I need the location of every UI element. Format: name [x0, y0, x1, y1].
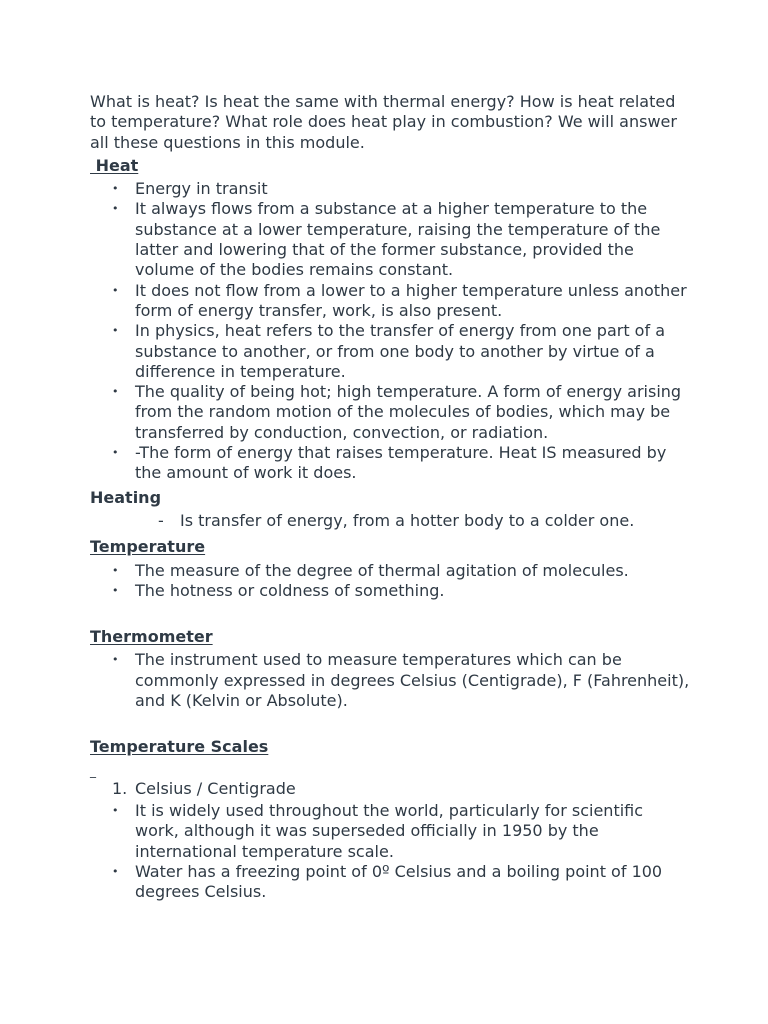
- scales-list: [90, 801, 690, 902]
- list-item: • The measure of the degree of thermal agitation of molecules.: [135, 561, 690, 581]
- list-item: • The quality of being hot; high temperature. A form of energy arising from the random motion of the molecules of bodies, which may be transferred by conduction, convection, or radiation.: [135, 382, 690, 443]
- temperature-list: [90, 561, 690, 602]
- scales-numbered-list: [90, 779, 690, 799]
- heading-temperature-scales-text: Temperature Scales: [90, 737, 269, 757]
- heading-thermometer: [90, 624, 690, 647]
- list-item: • The instrument used to measure temperatures which can be commonly expressed in degrees Celsius (Centigrade), F (Fahrenheit), and K (Kelvin or Absolute).: [135, 650, 690, 711]
- list-item: • Energy in transit: [135, 179, 690, 199]
- heading-thermometer-text: Thermometer: [90, 627, 213, 647]
- list-item: • It is widely used throughout the world, particularly for scientific work, although it was superseded officially in 1950 by the international temperature scale.: [135, 801, 690, 862]
- heading-heat: [90, 153, 690, 176]
- list-item: • -The form of energy that raises temperature. Heat IS measured by the amount of work it does.: [135, 443, 690, 484]
- list-item: • In physics, heat refers to the transfer of energy from one part of a substance to another, or from one body to another by virtue of a difference in temperature.: [135, 321, 690, 382]
- heading-heating-text: Heating: [90, 487, 162, 507]
- thermometer-list: [90, 650, 690, 711]
- list-item: • It does not flow from a lower to a higher temperature unless another form of energy transfer, work, is also present.: [135, 281, 690, 322]
- dash-marker: -: [158, 510, 164, 530]
- item-number: 1.: [112, 778, 128, 798]
- heading-heating: [90, 484, 690, 508]
- list-item: • It always flows from a substance at a higher temperature to the substance at a lower temperature, raising the temperature of the latter and lowering that of the former substance, provided the volume of the bodies remains constant.: [135, 199, 690, 280]
- intro-paragraph: What is heat? Is heat the same with thermal energy? How is heat related to temperature? What role does heat play in combustion? We will answer all these questions in this module.: [90, 92, 677, 152]
- numbered-item: [112, 778, 690, 799]
- heading-heat-text: Heat: [90, 155, 139, 175]
- list-item: • Water has a freezing point of 0º Celsius and a boiling point of 100 degrees Celsius.: [135, 862, 690, 903]
- heading-temperature-text: Temperature: [90, 537, 206, 557]
- document-page: [90, 92, 690, 902]
- numbered-item-label: Celsius / Centigrade: [135, 778, 296, 798]
- heating-item-text: Is transfer of energy, from a hotter body to a colder one.: [180, 510, 635, 530]
- spacer: [90, 711, 690, 734]
- spacer: [90, 601, 690, 624]
- heading-temperature-scales: [90, 734, 690, 757]
- heading-temperature: [90, 534, 690, 557]
- stray-mark: _: [90, 763, 96, 778]
- heating-dash-item: [90, 511, 690, 531]
- heat-list: [90, 179, 690, 483]
- list-item: • The hotness or coldness of something.: [135, 581, 690, 601]
